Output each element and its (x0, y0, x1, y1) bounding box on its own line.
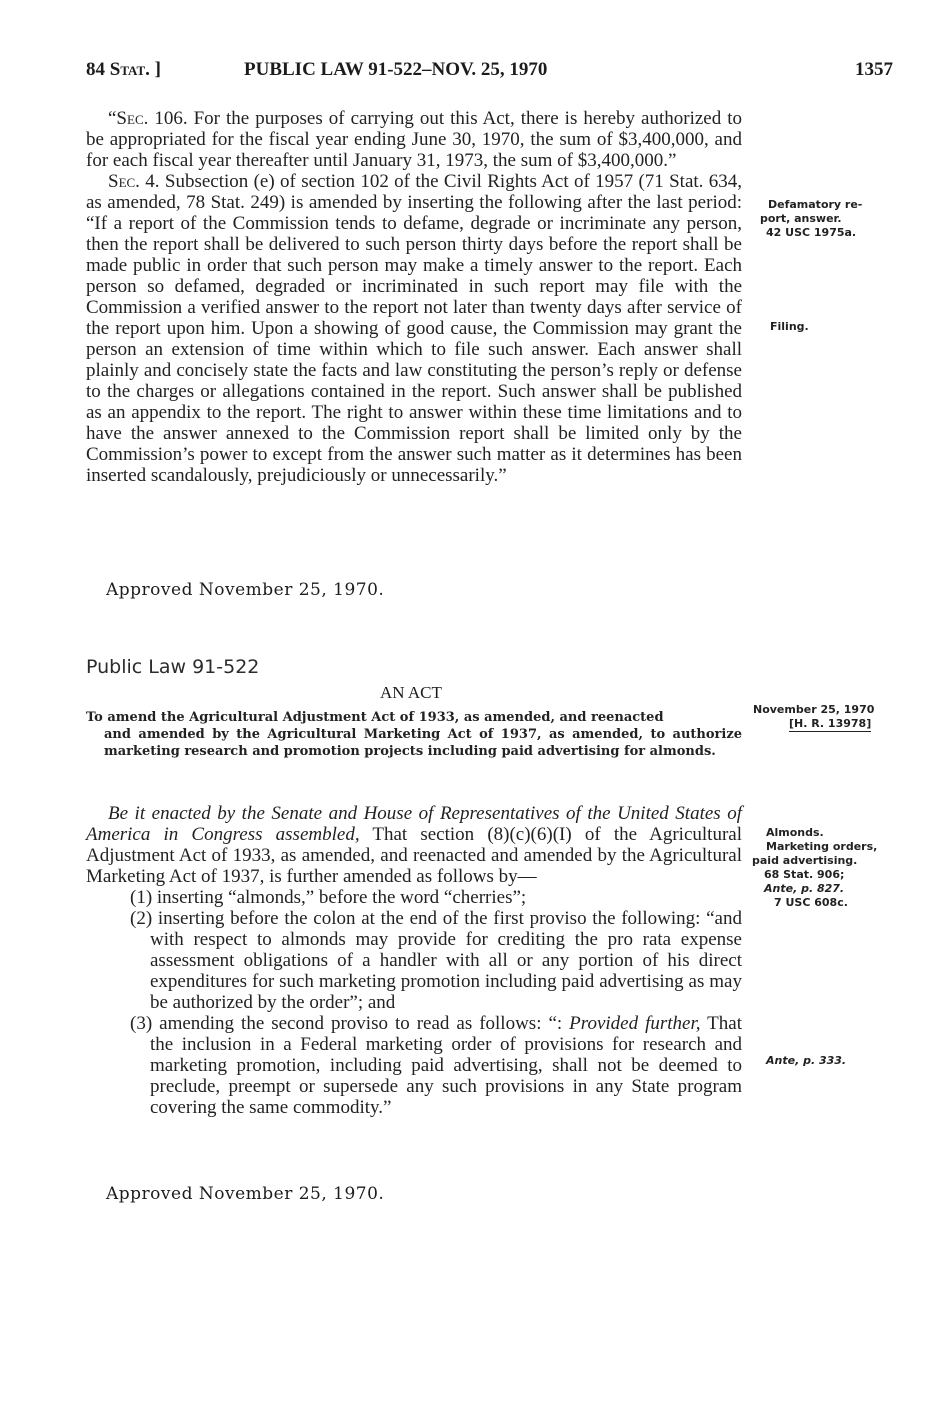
amendment-item-1: (1) inserting “almonds,” before the word “cherries”; (130, 887, 527, 908)
amendment-item-3: (3) amending the second proviso to read as follows: “: Provided further, That the inclusion in a Federal marketing order of provisions for research and marketing promotion, including paid advertising, shall not be deemed to preclude, preempt or supersede any such provisions in any State program covering the same commodity.” (130, 1013, 742, 1118)
act-heading: AN ACT (380, 683, 442, 702)
section-4: Sec. 4. Subsection (e) of section 102 of the Civil Rights Act of 1957 (71 Stat. 634, as amended, 78 Stat. 249) is amended by inserting the following after the last period: “If a report of the Commission tends to defame, degrade or incriminate any person, then the report shall be delivered to such person thirty days before the report shall be made public in order that such person may make a timely answer to the report. Each person so defamed, degraded or incriminated in such report may file with the Commission a verified answer to the report not later than twenty days after service of the report upon him. Upon a showing of good cause, the Commission may grant the person an extension of time within which to file such answer. Each answer shall plainly and concisely state the facts and law constituting the person’s reply or defense to the charges or allegations contained in the report. Such answer shall be published as an appendix to the report. The right to answer within these time limitations and to have the answer annexed to the Commission report shall be limited only by the Commission’s power to except from the answer such matter as it determines has been inserted scandalously, prejudiciously or unnecessarily.” (86, 171, 743, 486)
body-sections (86, 108, 742, 486)
amendment-item-2: (2) inserting before the colon at the end of the first proviso the following: “and with respect to almonds may provide for crediting the pro rata expense assessment obligations of a handler with all or any portion of his direct expenditures for such marketing promotion including paid advertising as may be authorized by the order”; and (130, 908, 742, 1013)
margin-note-date: November 25, 1970 [H. R. 13978] (753, 703, 875, 730)
header-page-number: 1357 (855, 59, 893, 80)
margin-note-ante-333: Ante, p. 333. (766, 1054, 847, 1067)
margin-note-filing: Filing. (770, 320, 809, 333)
header-title: PUBLIC LAW 91-522–NOV. 25, 1970 (244, 59, 548, 80)
header-stat-ref: 84 Stat. ] (86, 59, 161, 80)
approval-line-2: Approved November 25, 1970. (106, 1184, 385, 1204)
enacting-clause: Be it enacted by the Senate and House of Representatives of the United States of America in Congress assembled, That section (8)(c)(6)(I) of the Agricultural Adjustment Act of 1933, as amended, and reenacted and amended by the Agricultural Marketing Act of 1937, is further amended as follows by— (86, 803, 742, 887)
approval-line-1: Approved November 25, 1970. (106, 580, 385, 600)
section-106: “Sec. 106. For the purposes of carrying out this Act, there is hereby authorized to be appropriated for the fiscal year ending June 30, 1970, the sum of $3,400,000, and for each fiscal year thereafter until January 31, 1973, the sum of $3,400,000.” (86, 108, 742, 171)
enacting-body (86, 803, 742, 1118)
act-purpose: To amend the Agricultural Adjustment Act of 1933, as amended, and reenacted and amended by the Agricultural Marketing Act of 1937, as amended, to authorize marketing research and promotion projects including paid advertising for almonds. (86, 710, 742, 759)
public-law-title: Public Law 91-522 (86, 656, 260, 678)
margin-note-defamatory: Defamatory re- port, answer. 42 USC 1975a. (760, 198, 863, 239)
margin-note-almonds: Almonds. Marketing orders, paid advertising. 68 Stat. 906; Ante, p. 827. 7 USC 608c. (752, 826, 878, 909)
